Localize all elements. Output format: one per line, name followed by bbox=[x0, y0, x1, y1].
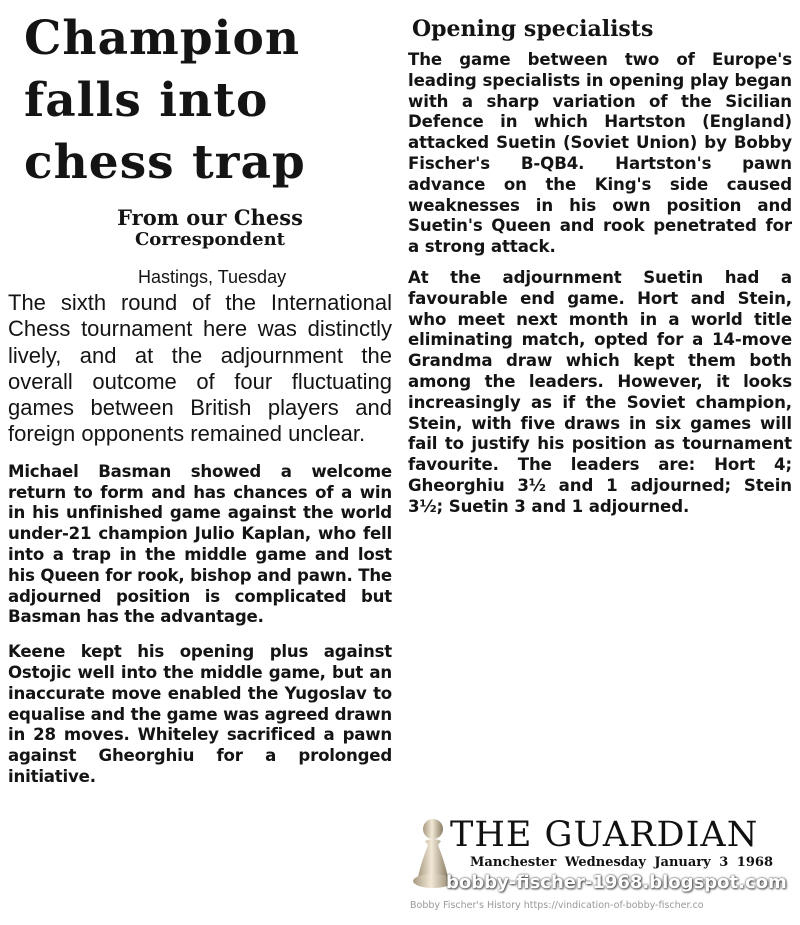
byline-line: Correspondent bbox=[134, 229, 285, 250]
newspaper-date: Manchester Wednesday January 3 1968 bbox=[470, 855, 773, 870]
headline bbox=[24, 8, 392, 194]
left-column bbox=[8, 0, 392, 788]
specialists-paragraph: The game between two of Europe's leading specialists in opening play began with a sharp variation of the Sicilian Defence in which Hartston (England) attacked Suetin (Soviet Union) by Bobby Fischer's B-QB4. Hartston's pawn advance on the King's side caused weaknesses in his own position and Suetin's Queen and rook penetrated for a strong attack. bbox=[408, 50, 792, 257]
right-column bbox=[408, 0, 792, 518]
lead-paragraph: The sixth round of the International Chess tournament here was distinctly lively, and at the adjournment the overall outcome of four fluctuating games between British players and foreign opponents remained unclear. bbox=[8, 290, 392, 447]
dateline: Hastings, Tuesday bbox=[138, 267, 287, 287]
headline-line: falls into bbox=[24, 73, 269, 128]
section-heading: Opening specialists bbox=[412, 16, 654, 42]
adjournment-paragraph: At the adjournment Suetin had a favourable end game. Hort and Stein, who meet next month in a world title eliminating match, opted for a 14-move Grandma draw which kept them both among the leaders. However, it looks increasingly as if the Soviet champion, Stein, with five draws in six games will fail to justify his position as tournament favourite. The leaders are: Hort 4; Gheorghiu 3½ and 1 adjourned; Stein 3½; Suetin 3 and 1 adjourned. bbox=[408, 267, 792, 516]
newspaper-name: THE GUARDIAN bbox=[450, 815, 759, 855]
headline-line: Champion bbox=[24, 11, 301, 66]
headline-line: chess trap bbox=[24, 135, 306, 190]
watermark-site: bobby-fischer-1968.blogspot.com bbox=[446, 872, 787, 893]
basman-paragraph: Michael Basman showed a welcome return to form and has chances of a win in his unfinished game against the world under-21 champion Julio Kaplan, who fell into a trap in the middle game and lost his Queen for rook, bishop and pawn. The adjourned position is complicated but Basman has the advantage. bbox=[8, 461, 392, 627]
keene-paragraph: Keene kept his opening plus against Ostojic well into the middle game, but an inaccurate move enabled the Yugoslav to equalise and the game was agreed drawn in 28 moves. Whiteley sacrificed a pawn against Gheorghiu for a prolonged initiative. bbox=[8, 642, 392, 786]
byline-line: From our Chess bbox=[117, 205, 303, 230]
byline bbox=[8, 206, 392, 250]
watermark-credit: Bobby Fischer's History https://vindication-of-bobby-fischer.co bbox=[410, 900, 704, 911]
